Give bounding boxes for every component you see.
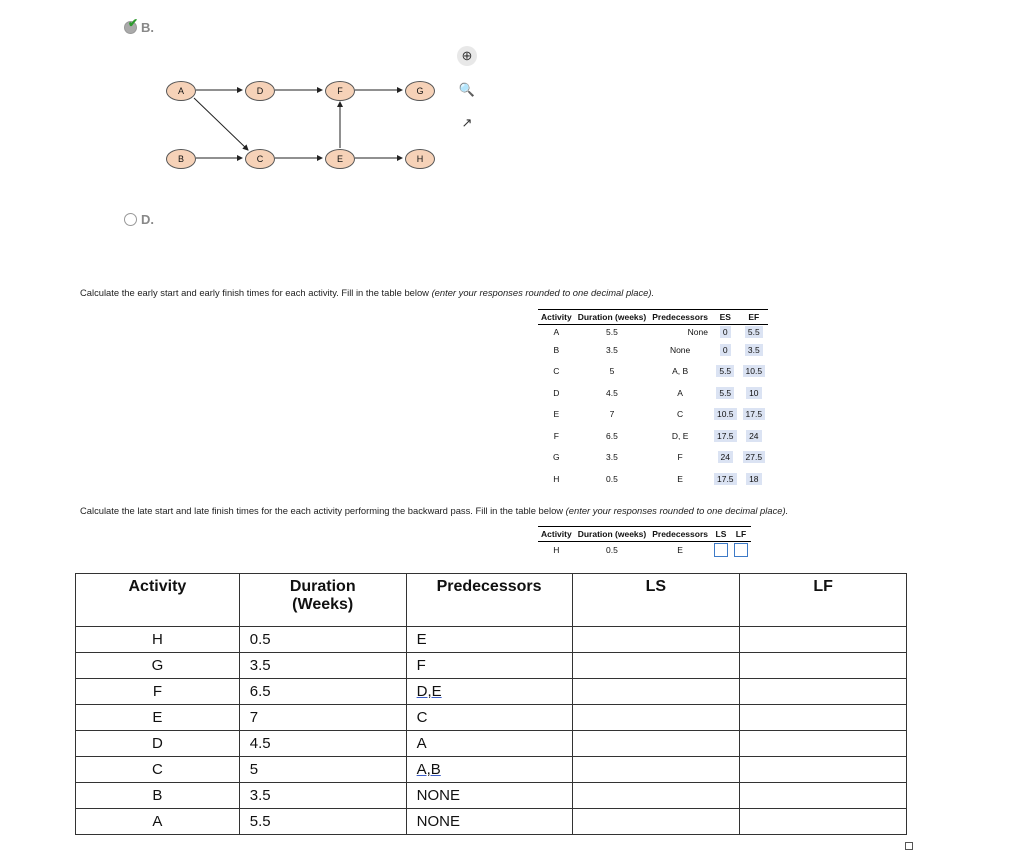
cell-es: [711, 404, 740, 426]
node-a: A: [166, 81, 196, 101]
cell-ef: [740, 404, 769, 426]
ef-value: 17.5: [743, 408, 766, 420]
option-b-radio[interactable]: [124, 16, 139, 34]
table-row: [538, 325, 768, 340]
cell-activity: G: [553, 452, 560, 463]
cell-activity: D: [553, 387, 560, 398]
predecessors-text: A,B: [416, 761, 441, 778]
cell-es: [711, 325, 740, 340]
cell-ef: [740, 325, 769, 340]
network-diagram: [160, 76, 450, 176]
cell-es: [711, 339, 740, 361]
cell-activity: F: [76, 679, 240, 705]
node-c: C: [245, 149, 275, 169]
zoom-out-icon[interactable]: 🔍: [458, 82, 476, 97]
cell-lf[interactable]: [740, 653, 907, 679]
cell-lf[interactable]: [740, 809, 907, 835]
table-row: [76, 809, 907, 835]
cell-duration: 6.5: [239, 679, 406, 705]
cell-predecessors: D, E: [671, 430, 689, 441]
cell-ef: [740, 425, 769, 447]
cell-activity: E: [76, 705, 240, 731]
lf-input[interactable]: [734, 543, 748, 557]
node-f: F: [325, 81, 355, 101]
es-value: 17.5: [714, 473, 737, 485]
cell-ls[interactable]: [572, 679, 740, 705]
col-duration: Duration (weeks): [575, 527, 650, 542]
table-resize-handle[interactable]: [905, 842, 913, 850]
ef-value: 10.5: [743, 365, 766, 377]
early-instructions: [80, 287, 654, 298]
cell-duration: 3.5: [239, 783, 406, 809]
cell-predecessors: A, B: [672, 366, 689, 377]
cell-ls[interactable]: [572, 705, 740, 731]
cell-duration: 5: [239, 757, 406, 783]
early-instructions-note: (enter your responses rounded to one decimal place).: [431, 287, 655, 298]
cell-predecessors: [406, 679, 572, 705]
col-predecessors: Predecessors: [649, 527, 711, 542]
ls-input[interactable]: [714, 543, 728, 557]
es-value: 10.5: [714, 408, 737, 420]
cell-duration: 4.5: [239, 731, 406, 757]
cell-es: [711, 468, 740, 490]
cell-ls[interactable]: [572, 731, 740, 757]
table-row: [538, 382, 768, 404]
cell-predecessors: E: [406, 627, 572, 653]
header-activity: Activity: [76, 574, 240, 627]
zoom-in-icon[interactable]: ⊕: [457, 46, 477, 66]
cell-duration: 4.5: [606, 387, 618, 398]
node-g: G: [405, 81, 435, 101]
cell-duration: 7: [609, 409, 615, 420]
table-row: [538, 542, 751, 559]
es-value: 5.5: [716, 365, 734, 377]
cell-lf[interactable]: [740, 783, 907, 809]
cell-ef: [740, 361, 769, 383]
late-instructions-note: (enter your responses rounded to one decimal place).: [565, 505, 789, 516]
table-row: [76, 757, 907, 783]
cell-lf[interactable]: [740, 627, 907, 653]
cell-duration: 0.5: [606, 545, 618, 555]
ef-value: 27.5: [743, 451, 766, 463]
early-instructions-text: Calculate the early start and early finish times for each activity. Fill in the table below: [80, 287, 432, 298]
cell-activity: F: [553, 430, 559, 441]
cell-activity: C: [553, 366, 560, 377]
table-row: [76, 783, 907, 809]
late-times-table: [538, 526, 751, 558]
node-d: D: [245, 81, 275, 101]
ef-value: 5.5: [745, 326, 763, 338]
cell-predecessors: F: [677, 452, 683, 463]
col-ef: EF: [740, 310, 769, 325]
ef-value: 18: [746, 473, 761, 485]
cell-predecessors: NONE: [406, 809, 572, 835]
option-d-label: D.: [141, 212, 154, 227]
es-value: 17.5: [714, 430, 737, 442]
cell-duration: 3.5: [606, 344, 618, 355]
ef-value: 3.5: [745, 344, 763, 356]
cell-activity: A: [553, 327, 560, 337]
cell-predecessors: C: [677, 409, 684, 420]
cell-ls[interactable]: [572, 783, 740, 809]
cell-duration: 5.5: [239, 809, 406, 835]
table-row: [76, 627, 907, 653]
cell-lf[interactable]: [731, 542, 751, 559]
header-ls: LS: [572, 574, 740, 627]
option-d-radio[interactable]: [124, 213, 137, 226]
early-table-header: [538, 310, 768, 325]
cell-duration: 3.5: [239, 653, 406, 679]
cell-predecessors: C: [406, 705, 572, 731]
cell-duration: 7: [239, 705, 406, 731]
cell-es: [711, 361, 740, 383]
cell-ls[interactable]: [572, 809, 740, 835]
cell-activity: H: [553, 473, 560, 484]
cell-es: [711, 447, 740, 469]
table-row: [76, 679, 907, 705]
col-predecessors: Predecessors: [649, 310, 711, 325]
es-value: 0: [720, 326, 731, 338]
cell-activity: B: [553, 344, 560, 355]
cell-ef: [740, 447, 769, 469]
activity-table-header: [76, 574, 907, 627]
cell-activity: B: [76, 783, 240, 809]
option-b-label: B.: [141, 20, 154, 35]
cell-activity: A: [76, 809, 240, 835]
cell-activity: E: [553, 409, 560, 420]
cell-activity: C: [76, 757, 240, 783]
late-instructions: [80, 505, 788, 516]
cell-duration: 5: [609, 366, 615, 377]
col-lf: LF: [731, 527, 751, 542]
cell-predecessors: F: [406, 653, 572, 679]
option-d[interactable]: [124, 212, 154, 227]
cell-predecessors: A: [406, 731, 572, 757]
cell-lf[interactable]: [740, 705, 907, 731]
popout-icon[interactable]: ↗: [461, 115, 473, 130]
cell-activity: H: [76, 627, 240, 653]
cell-predecessors: E: [677, 473, 683, 484]
cell-duration: 3.5: [606, 452, 618, 463]
header-lf: LF: [740, 574, 907, 627]
late-table-header: [538, 527, 751, 542]
cell-activity: G: [76, 653, 240, 679]
cell-activity: D: [76, 731, 240, 757]
node-e: E: [325, 149, 355, 169]
cell-es: [711, 382, 740, 404]
cell-ef: [740, 339, 769, 361]
cell-duration: 6.5: [606, 430, 618, 441]
es-value: 0: [720, 344, 731, 356]
table-row: [76, 653, 907, 679]
table-row: [538, 425, 768, 447]
cell-activity: H: [553, 545, 560, 555]
cell-ef: [740, 382, 769, 404]
cell-duration: 0.5: [239, 627, 406, 653]
col-es: ES: [711, 310, 740, 325]
table-row: [76, 705, 907, 731]
cell-ef: [740, 468, 769, 490]
es-value: 24: [718, 451, 733, 463]
late-instructions-text: Calculate the late start and late finish times for the each activity performing the backward pass. Fill in the table below: [80, 505, 566, 516]
table-row: [538, 404, 768, 426]
activity-table: [75, 573, 907, 835]
table-row: [538, 468, 768, 490]
cell-predecessors: None: [669, 344, 691, 355]
table-row: [76, 731, 907, 757]
header-duration: [239, 574, 406, 627]
ef-value: 10: [746, 387, 761, 399]
cell-es: [711, 425, 740, 447]
node-b: B: [166, 149, 196, 169]
col-ls: LS: [711, 527, 731, 542]
cell-ls[interactable]: [711, 542, 731, 559]
cell-ls[interactable]: [572, 627, 740, 653]
col-activity: Activity: [538, 527, 575, 542]
predecessors-text: D,E: [416, 683, 442, 700]
cell-ls[interactable]: [572, 757, 740, 783]
ef-value: 24: [746, 430, 761, 442]
cell-predecessors: E: [677, 545, 683, 555]
early-times-table: [538, 309, 768, 490]
header-predecessors: Predecessors: [406, 574, 572, 627]
checkmark-icon: ✔: [128, 16, 139, 30]
cell-lf[interactable]: [740, 757, 907, 783]
cell-lf[interactable]: [740, 679, 907, 705]
header-duration-text: Duration (Weeks): [289, 578, 356, 613]
cell-ls[interactable]: [572, 653, 740, 679]
node-h: H: [405, 149, 435, 169]
cell-predecessors: NONE: [406, 783, 572, 809]
table-row: [538, 361, 768, 383]
cell-duration: 5.5: [606, 327, 618, 337]
cell-predecessors: None: [687, 327, 708, 337]
cell-predecessors: A: [677, 387, 683, 398]
cell-lf[interactable]: [740, 731, 907, 757]
col-activity: Activity: [538, 310, 575, 325]
option-b[interactable]: [124, 16, 154, 35]
col-duration: Duration (weeks): [575, 310, 650, 325]
es-value: 5.5: [716, 387, 734, 399]
cell-predecessors: [406, 757, 572, 783]
table-row: [538, 447, 768, 469]
table-row: [538, 339, 768, 361]
cell-duration: 0.5: [606, 473, 618, 484]
